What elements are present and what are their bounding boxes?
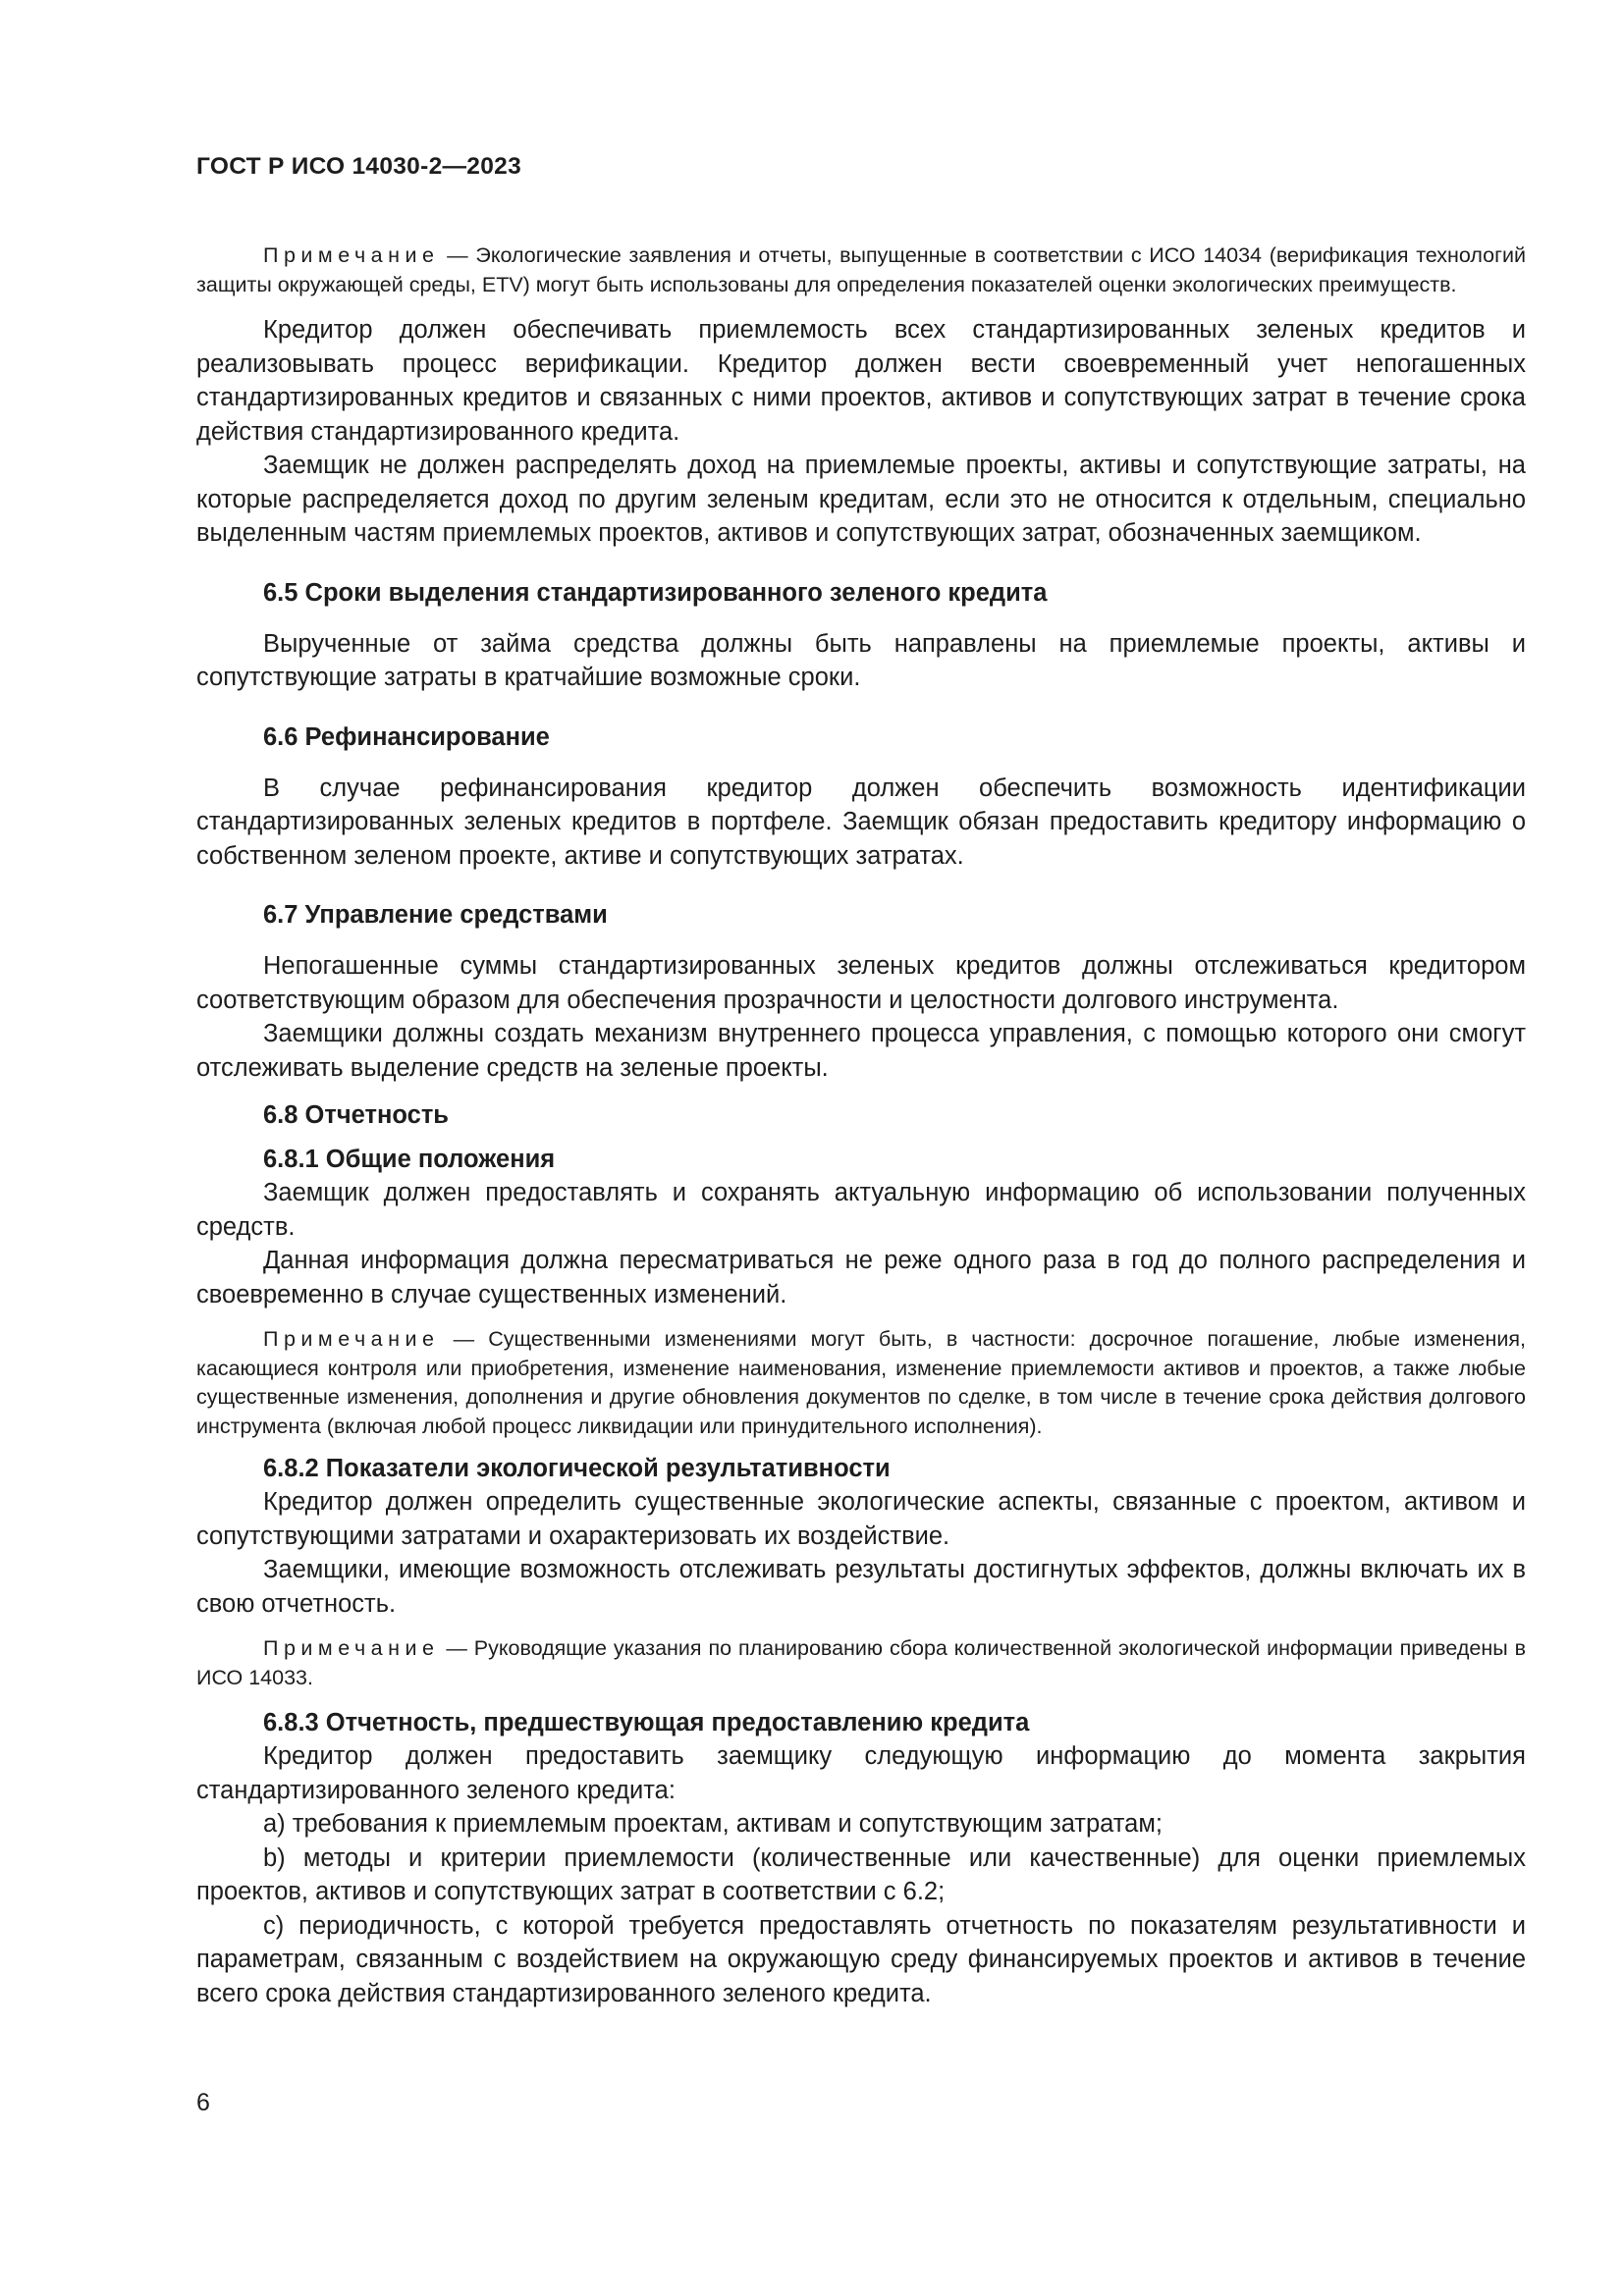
list-item-b: b) методы и критерии приемлемости (количественные или качественные) для оценки приемлемых проектов, активов и сопутствующих затрат в соответствии с 6.2; bbox=[196, 1843, 1526, 1905]
section-heading-6-8: 6.8 Отчетность bbox=[263, 1101, 449, 1129]
body-paragraph: Заемщик должен предоставлять и сохранять актуальную информацию об использовании полученных средств. bbox=[196, 1179, 1526, 1241]
subsection-heading-6-8-3: 6.8.3 Отчетность, предшествующая предоставлению кредита bbox=[263, 1709, 1030, 1736]
body-paragraph: Кредитор должен предоставить заемщику следующую информацию до момента закрытия стандартизированного зеленого кредита: bbox=[196, 1742, 1526, 1804]
section-heading-6-7: 6.7 Управление средствами bbox=[263, 901, 608, 929]
body-paragraph: Заемщики, имеющие возможность отслеживать результаты достигнутых эффектов, должны включать их в свою отчетность. bbox=[196, 1556, 1526, 1618]
subsection-heading-6-8-2: 6.8.2 Показатели экологической результативности bbox=[263, 1455, 891, 1482]
section-heading-6-5: 6.5 Сроки выделения стандартизированного зеленого кредита bbox=[263, 578, 1048, 607]
note-label: Примечание bbox=[263, 243, 440, 267]
note-paragraph bbox=[196, 241, 1526, 299]
note-text: — Руководящие указания по планированию сбора количественной экологической информации приведены в ИСО 14033. bbox=[196, 1636, 1526, 1689]
body-paragraph: В случае рефинансирования кредитор должен обеспечить возможность идентификации стандартизированных зеленых кредитов в портфеле. Заемщик обязан предоставить кредитору информацию о собственном зеленом проекте, активе и сопутствующих затратах. bbox=[196, 774, 1526, 870]
note-label: Примечание bbox=[263, 1636, 440, 1660]
note-label: Примечание bbox=[263, 1327, 440, 1351]
body-paragraph: Данная информация должна пересматриваться не реже одного раза в год до полного распределения и своевременно в случае существенных изменений. bbox=[196, 1247, 1526, 1308]
section-heading-6-6: 6.6 Рефинансирование bbox=[263, 722, 550, 751]
note-text: — Экологические заявления и отчеты, выпущенные в соответствии с ИСО 14034 (верификация технологий защиты окружающей среды, ETV) могут быть использованы для определения показателей оценки экологических преимуществ. bbox=[196, 243, 1526, 296]
page-number: 6 bbox=[196, 2089, 210, 2116]
body-paragraph: Заемщик не должен распределять доход на приемлемые проекты, активы и сопутствующие затраты, на которые распределяется доход по другим зеленым кредитам, если это не относится к отдельным, специально выделенным частям приемлемых проектов, активов и сопутствующих затрат, обозначенных заемщиком. bbox=[196, 452, 1526, 547]
body-paragraph: Непогашенные суммы стандартизированных зеленых кредитов должны отслеживаться кредитором соответствующим образом для обеспечения прозрачности и целостности долгового инструмента. bbox=[196, 952, 1526, 1014]
document-code-header: ГОСТ Р ИСО 14030-2—2023 bbox=[196, 153, 521, 180]
body-paragraph: Кредитор должен обеспечивать приемлемость всех стандартизированных зеленых кредитов и реализовывать процесс верификации. Кредитор должен вести своевременный учет непогашенных стандартизированных кредитов и связанных с ними проектов, активов и сопутствующих затрат в течение срока действия стандартизированного кредита. bbox=[196, 316, 1526, 446]
list-item-a: а) требования к приемлемым проектам, активам и сопутствующим затратам; bbox=[263, 1810, 1163, 1838]
list-item-c: с) периодичность, с которой требуется предоставлять отчетность по показателям результативности и параметрам, связанным с воздействием на окружающую среду финансируемых проектов и активов в течение всего срока действия стандартизированного зеленого кредита. bbox=[196, 1911, 1526, 2007]
note-paragraph bbox=[196, 1634, 1526, 1692]
body-paragraph: Вырученные от займа средства должны быть направлены на приемлемые проекты, активы и сопутствующие затраты в кратчайшие возможные сроки. bbox=[196, 629, 1526, 691]
note-text: — Существенными изменениями могут быть, в частности: досрочное погашение, любые изменения, касающиеся контроля или приобретения, изменение наименования, изменение приемлемости активов и проектов, а также любые существенные изменения, дополнения и другие обновления документов по сделке, в том числе в течение срока действия долгового инструмента (включая любой процесс ликвидации или принудительного исполнения). bbox=[196, 1327, 1526, 1438]
subsection-heading-6-8-1: 6.8.1 Общие положения bbox=[263, 1146, 556, 1173]
body-paragraph: Заемщики должны создать механизм внутреннего процесса управления, с помощью которого они смогут отслеживать выделение средств на зеленые проекты. bbox=[196, 1020, 1526, 1082]
note-paragraph bbox=[196, 1325, 1526, 1441]
body-paragraph: Кредитор должен определить существенные экологические аспекты, связанные с проектом, активом и сопутствующими затратами и охарактеризовать их воздействие. bbox=[196, 1488, 1526, 1550]
